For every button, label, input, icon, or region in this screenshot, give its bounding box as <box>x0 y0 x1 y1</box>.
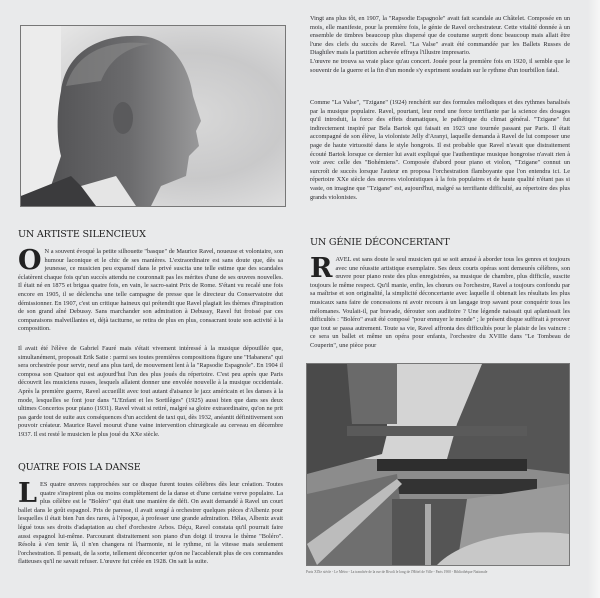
tzigane-paragraph: Comme "La Valse", "Tzigane" (1924) renchérit sur des formules mélodiques et des rythmes banalisés par la musique populaire. Ravel, pourtant, leur rend une force terrifiante par la science des dosages qu'il introduit, la force des effets dramatiques, le pathétique du climat général. "Tzigane" fut indirectement inspiré par Bela Bartok qui faisait en 1923 une tournée passant par Paris. Il était accompagné de son élève, la violoniste Jelly d'Aranyi, laquelle demanda à Ravel de lui composer une page de haute virtuosité dans le style hongrois. Il est probable que Ravel n'avait que distraitement écouté Bartok lorsque ce dernier lui avait expliqué que l'authentique musique hongroise n'avait rien à voir avec celle des "Bohémiens". Composée d'abord pour piano et violon, "Tzigane" connut un surcroît de succès lorsque l'auteur en proposa l'orchestration flamboyante que l'on entendra ici. Le répertoire XXe siècle des œuvres violonistiques à la fois populaires et de haute qualité n'étant pas si vaste, on imagine que "Tzigane" est, aujourd'hui, malgré sa terrifiante difficulté, au répertoire des plus grands violonistes. <box>310 99 570 201</box>
page-edge <box>588 0 600 598</box>
artiste-paragraph-1: N a souvent évoqué la petite silhouette "basque" de Maurice Ravel, noueuse et volontaire, son humour laconique et le chic de ses manières. L'extraordinaire est sans doute que, dès sa jeunesse, ce musicien peu expansif dans le privé suscita une telle estime que des scandales éclatèrent chaque fois qu'un succès attendu ne couronnait pas les mérites d'une de ses œuvres nouvelles. Il était né en 1875 et brigua quatre fois, en vain, le sacro-saint Prix de Rome. S'étant vu recalé une fois encore en 1905, il se déclencha une telle campagne de presse que le directeur du Conservatoire dut démissionner. En 1907, c'est un critique haineux qui prétendit que Ravel plagiait les thèmes d'inspiration de son grand aîné Debussy. Sans marchander son admiration à Debussy, Ravel fut froissé par ces comparaisons malveillantes et, déjà taciturne, se retira de plus en plus, consacrant toute son activité à la composition. <box>18 248 283 333</box>
drop-cap-o: O <box>18 245 42 276</box>
metro-photo-caption: Paris XIXe siècle - Le Métro - La tranchée de la rue de Rivoli le long de l'Hôtel de Ville - Paris 1900 - Bibliothèque Nationale <box>306 570 488 574</box>
section-heading-genie: UN GÉNIE DÉCONCERTANT <box>310 237 450 248</box>
genie-paragraph: AVEL est sans doute le seul musicien qui se soit amusé à aborder tous les genres et toujours avec une réussite artistique exemplaire. Ses deux courts opéras sont demeurés célèbres, son œuvre pour piano reste des plus enregistrées, sa musique de chambre, plus difficile, suscite toujours le même respect. Qu'il manie, enfin, les chœurs ou l'orchestre, Ravel a toujours confondu par sa maîtrise et son originalité, la simplicité déconcertante avec laquelle il obtenait les résultats les plus musicaux sans faire de concessions ni avoir recours à un langage trop savant pour conquérir tous les mélomanes. Voulait-il, par bravade, dérouter son auditoire ? Une légende naissait qui aplanissait les difficultés : "Boléro" avait été composé "pour ennuyer le monde" ; le présent disque suffirait à prouver que tout se passa autrement. Toute sa vie, Ravel affronta des difficultés pour le plaisir de les vaincre : ce sera un ballet et même un opéra pour enfants, l'orchestre du XVIIIe dans "Le Tombeau de Couperin", une pièce pour <box>310 256 570 349</box>
artiste-paragraph-2: Il avait été l'élève de Gabriel Fauré mais s'était vivement intéressé à la musique dépouillée que, simultanément, proposait Erik Satie : parmi ses toutes premières compositions figure une "Habanera" qui sera orchestrée pour servir, neuf ans plus tard, de mouvement lent à la "Rapsodie Espagnole". En 1904 il composa son Quatuor qui est aujourd'hui l'un des plus joués du répertoire. C'est peu après que Paris découvrit les musiciens russes, lesquels allaient donner une envolée nouvelle à la musique occidentale. Après la première guerre, Ravel accueillit avec tout autant d'aisance le jazz américain et les danses à la mode, lesquelles se font jour dans "L'Enfant et les Sortilèges" (1925) aussi bien que dans ses deux ultimes Concertos pour piano (1931). Ravel vivait si retiré, malgré sa gloire extraordinaire, qu'on ne prit pas garde tout de suite aux conséquences d'un accident de taxi qui, dès 1932, anéantit définitivement son pouvoir créateur. Maurice Ravel mourut d'une vaine intervention chirurgicale au cerveau en décembre 1937. Il est resté le musicien le plus joué du XXe siècle. <box>18 345 283 438</box>
metro-construction-photo <box>306 363 570 566</box>
ravel-portrait-photo <box>20 25 286 207</box>
valse-paragraph: Vingt ans plus tôt, en 1907, la "Rapsodie Espagnole" avait fait scandale au Châtelet. Composée en un mois, elle manifeste, pour la première fois, le génie de Ravel orchestrateur. Cette vitalité donnée à un ensemble de timbres beaucoup plus dispersé que de coutume surprit donc beaucoup mais allait être l'une des clefs du succès de Ravel. "La Valse" avait été commandée par les Ballets Russes de Diaghilev mais la partition achevée effraya l'illustre impresario. <box>310 15 570 57</box>
drop-cap-l: L <box>18 478 37 509</box>
danse-paragraph: ES quatre œuvres rapprochées sur ce disque furent toutes célèbres dès leur création. Toutes quatre s'inspirent plus ou moins complètement de la danse et d'une certaine verve populaire. La plus célèbre est le "Boléro" qui était une manière de défi. On avait demandé à Ravel un court ballet dans le goût espagnol. Pris de paresse, il avait songé à orchestrer quelques pièces d'Albeniz pour lesquelles il était bien l'un des rares, à l'époque, à professer une grande admiration. Hélas, Albeniz avait légué tous ses droits d'adaptation au chef d'orchestre Arbos. Déçu, Ravel constata qu'il pourrait faire aussi espagnol lui-même. Parcourant distraitement son piano d'un doigt il trouva le thème "Boléro". Résolu à s'en tenir là, il n'en changera ni l'harmonie, ni le rythme, ni la vitesse mais seulement l'orchestration. Il pensait, de la sorte, tellement déconcerter qu'on ne l'accablerait plus de ces commandes flatteuses qu'il ne savait refuser. L'œuvre fut créée en 1928. On sait la suite. <box>18 481 283 566</box>
valse-concert-paragraph: L'œuvre ne trouva sa vraie place qu'au concert. Jouée pour la première fois en 1920, il semble que le souvenir de la guerre et la fin d'un monde s'y expriment soudain sur le rythme d'un tourbillon fatal. <box>310 57 570 74</box>
section-heading-danse: QUATRE FOIS LA DANSE <box>18 462 141 473</box>
drop-cap-r: R <box>310 253 333 284</box>
section-heading-artiste: UN ARTISTE SILENCIEUX <box>18 229 146 240</box>
